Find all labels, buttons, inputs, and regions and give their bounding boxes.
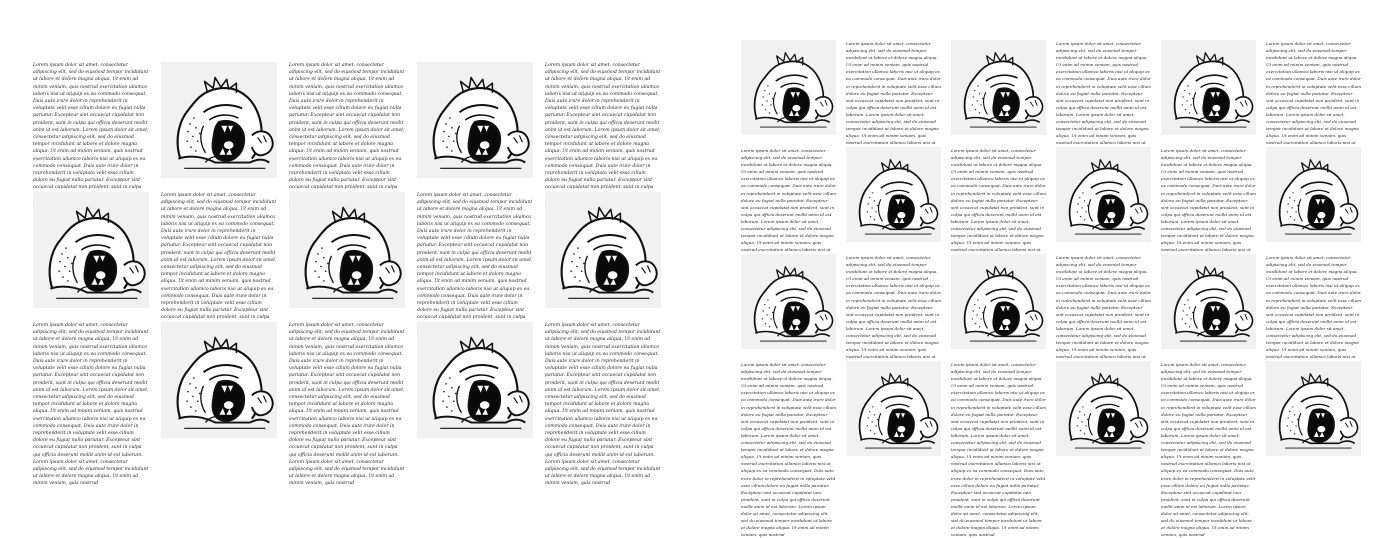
screaming-creature-icon [741, 40, 836, 135]
illustration-tile [846, 361, 941, 456]
illustration-tile [846, 147, 941, 242]
screaming-creature-icon [1266, 361, 1361, 456]
text-block: Lorem ipsum dolor sit amet, consectetur adipiscing elit, sed do eiusmod tempor incididunt ut labore et dolore magna aliqua. Ut enim ad minim veniam, quis nostrud exercitation ullamco laboris nisi ut aliquip ex ea commodo consequat. Duis aute irure dolor in reprehenderit in voluptate velit esse cillum dolore eu fugiat nulla pariatur. Excepteur sint occaecat cupidatat non proident, sunt in culpa qui officia deserunt mollit anim id est laborum. Lorem ipsum dolor sit amet, consectetur adipiscing elit, sed do eiusmod tempor incididunt ut labore et dolore magna aliqua. Ut enim ad minim veniam, quis nostrud exercitation ullamco laboris nisi ut [1161, 148, 1257, 253]
screaming-creature-icon [545, 192, 661, 308]
text-block: Lorem ipsum dolor sit amet, consectetur adipiscing elit, sed do eiusmod tempor incididunt ut labore et dolore magna aliqua. Ut enim ad minim veniam, quis nostrud exercitation ullamco laboris nisi ut aliquip ex ea commodo consequat. Duis aute irure dolor in reprehenderit in voluptate velit esse cillum dolore eu fugiat nulla pariatur. Excepteur sint occaecat cupidatat non proident, sunt in culpa qui officia deserunt mollit anim id est laborum. Lorem ipsum dolor sit amet, consectetur adipiscing elit, sed do eiusmod tempor incididunt ut labore et dolore magna aliqua. Ut enim ad minim veniam, quis nostrud exercitation ullamco laboris nisi ut aliquip ex ea commodo consequat. Duis aute irure dolor in reprehenderit in voluptate velit esse cillum dolore eu fugiat nulla pariatur. Excepteur sint occaecat cupidatat non proident, sunt in culpa qui officia deserunt mollit anim id est laborum. Lorem ipsum dolor sit amet, consectetur adipiscing elit, sed do eiusmod tempor incididunt ut labore et dolore magna aliqua. Ut enim ad minim veniam, quis nostrud [289, 323, 405, 487]
screaming-creature-icon [417, 62, 533, 178]
illustration-tile [417, 62, 533, 178]
text-block: Lorem ipsum dolor sit amet, consectetur adipiscing elit, sed do eiusmod tempor incididunt ut labore et dolore magna aliqua. Ut enim ad minim veniam, quis nostrud exercitation ullamco laboris nisi ut aliquip ex ea commodo consequat. Duis aute irure dolor in reprehenderit in voluptate velit esse cillum dolore eu fugiat nulla pariatur. Excepteur sint occaecat cupidatat non proident, sunt in culpa qui officia deserunt mollit anim id est laborum. Lorem ipsum dolor sit amet, consectetur adipiscing elit, sed do eiusmod tempor incididunt ut labore et dolore magna aliqua. Ut enim ad minim veniam, quis nostrud exercitation ullamco laboris nisi ut aliquip ex ea commodo consequat. Duis aute irure dolor in reprehenderit in voluptate velit esse cillum dolore eu fugiat nulla pariatur. Excepteur sint occaecat cupidatat non proident, sunt in culpa [545, 63, 661, 191]
text-block: Lorem ipsum dolor sit amet, consectetur adipiscing elit, sed do eiusmod tempor incididunt ut labore et dolore magna aliqua. Ut enim ad minim veniam, quis nostrud exercitation ullamco laboris nisi ut aliquip ex ea commodo consequat. Duis aute irure dolor in reprehenderit in voluptate velit esse cillum dolore eu fugiat nulla pariatur. Excepteur sint occaecat cupidatat non proident, sunt in culpa qui officia deserunt mollit anim id est laborum. Lorem ipsum dolor sit amet, consectetur adipiscing elit, sed do eiusmod tempor incididunt ut labore et dolore magna aliqua. Ut enim ad minim veniam, quis nostrud exercitation ullamco laboris nisi ut aliquip ex ea commodo consequat. Duis aute irure dolor in reprehenderit in voluptate velit esse cillum dolore eu fugiat nulla pariatur. Excepteur sint occaecat cupidatat non proident, sunt in culpa qui officia deserunt mollit anim id est laborum. Lorem ipsum dolor sit amet, consectetur adipiscing elit, sed do eiusmod tempor incididunt ut labore et dolore magna aliqua. Ut enim ad minim veniam, quis nostrud [1161, 362, 1257, 538]
illustration-tile [1056, 147, 1151, 242]
illustration-tile [161, 322, 277, 438]
illustration-tile [1266, 361, 1361, 456]
screaming-creature-icon [1056, 147, 1151, 242]
illustration-tile [1056, 361, 1151, 456]
screaming-creature-icon [33, 192, 149, 308]
text-block: Lorem ipsum dolor sit amet, consectetur adipiscing elit, sed do eiusmod tempor incididunt ut labore et dolore magna aliqua. Ut enim ad minim veniam, quis nostrud exercitation ullamco laboris nisi ut aliquip ex ea commodo consequat. Duis aute irure dolor in reprehenderit in voluptate velit esse cillum dolore eu fugiat nulla pariatur. Excepteur sint occaecat cupidatat non proident, sunt in culpa qui officia deserunt mollit anim id est laborum. Lorem ipsum dolor sit amet, consectetur adipiscing elit, sed do eiusmod tempor incididunt ut labore et dolore magna aliqua. Ut enim ad minim veniam, quis nostrud exercitation ullamco laboris nisi ut aliquip ex ea commodo consequat. Duis aute irure dolor in reprehenderit in voluptate velit esse cillum dolore eu fugiat nulla pariatur. Excepteur sint occaecat cupidatat non proident, sunt in culpa qui officia deserunt mollit anim id est laborum. Lorem ipsum dolor sit amet, consectetur adipiscing elit, sed do eiusmod tempor incididunt ut labore et dolore magna aliqua. Ut enim ad minim veniam, quis nostrud [545, 323, 661, 487]
text-block: Lorem ipsum dolor sit amet, consectetur adipiscing elit, sed do eiusmod tempor incididunt ut labore et dolore magna aliqua. Ut enim ad minim veniam, quis nostrud exercitation ullamco laboris nisi ut aliquip ex ea commodo consequat. Duis aute irure dolor in reprehenderit in voluptate velit esse cillum dolore eu fugiat nulla pariatur. Excepteur sint occaecat cupidatat non proident, sunt in culpa qui officia deserunt mollit anim id est laborum. Lorem ipsum dolor sit amet, consectetur adipiscing elit, sed do eiusmod tempor incididunt ut labore et dolore magna aliqua. Ut enim ad minim veniam, quis nostrud exercitation ullamco laboris nisi ut aliquip ex ea commodo consequat. Duis aute irure dolor in reprehenderit in voluptate velit esse cillum dolore eu fugiat nulla pariatur. Excepteur sint occaecat cupidatat non proident, sunt in culpa qui officia deserunt mollit anim id est laborum. Lorem ipsum dolor sit amet, consectetur adipiscing elit, sed do eiusmod tempor incididunt ut labore et dolore magna aliqua. Ut enim ad minim veniam, quis nostrud [741, 362, 837, 538]
right-tile-grid [741, 40, 1362, 538]
illustration-tile [417, 322, 533, 438]
screaming-creature-icon [846, 147, 941, 242]
text-block: Lorem ipsum dolor sit amet, consectetur adipiscing elit, sed do eiusmod tempor incididunt ut labore et dolore magna aliqua. Ut enim ad minim veniam, quis nostrud exercitation ullamco laboris nisi ut aliquip ex ea commodo consequat. Duis aute irure dolor in reprehenderit in voluptate velit esse cillum dolore eu fugiat nulla pariatur. Excepteur sint occaecat cupidatat non proident, sunt in culpa qui officia deserunt mollit anim id est laborum. Lorem ipsum dolor sit amet, consectetur adipiscing elit, sed do eiusmod tempor incididunt ut labore et dolore magna aliqua. Ut enim ad minim veniam, quis nostrud exercitation ullamco laboris nisi ut [1266, 41, 1362, 146]
screaming-creature-icon [161, 322, 277, 438]
text-block: Lorem ipsum dolor sit amet, consectetur adipiscing elit, sed do eiusmod tempor incididunt ut labore et dolore magna aliqua. Ut enim ad minim veniam, quis nostrud exercitation ullamco laboris nisi ut aliquip ex ea commodo consequat. Duis aute irure dolor in reprehenderit in voluptate velit esse cillum dolore eu fugiat nulla pariatur. Excepteur sint occaecat cupidatat non proident, sunt in culpa qui officia deserunt mollit anim id est laborum. Lorem ipsum dolor sit amet, consectetur adipiscing elit, sed do eiusmod tempor incididunt ut labore et dolore magna aliqua. Ut enim ad minim veniam, quis nostrud exercitation ullamco laboris nisi ut aliquip ex ea commodo consequat. Duis aute irure dolor in reprehenderit in voluptate velit esse cillum dolore eu fugiat nulla pariatur. Excepteur sint occaecat cupidatat non proident, sunt in culpa [33, 63, 149, 191]
screaming-creature-icon [846, 361, 941, 456]
text-block: Lorem ipsum dolor sit amet, consectetur adipiscing elit, sed do eiusmod tempor incididunt ut labore et dolore magna aliqua. Ut enim ad minim veniam, quis nostrud exercitation ullamco laboris nisi ut aliquip ex ea commodo consequat. Duis aute irure dolor in reprehenderit in voluptate velit esse cillum dolore eu fugiat nulla pariatur. Excepteur sint occaecat cupidatat non proident, sunt in culpa qui officia deserunt mollit anim id est laborum. Lorem ipsum dolor sit amet, consectetur adipiscing elit, sed do eiusmod tempor incididunt ut labore et dolore magna aliqua. Ut enim ad minim veniam, quis nostrud exercitation ullamco laboris nisi ut aliquip ex ea commodo consequat. Duis aute irure dolor in reprehenderit in voluptate velit esse cillum dolore eu fugiat nulla pariatur. Excepteur sint occaecat cupidatat non proident, sunt in culpa qui officia deserunt mollit anim id est laborum. Lorem ipsum dolor sit amet, consectetur adipiscing elit, sed do eiusmod tempor incididunt ut labore et dolore magna aliqua. Ut enim ad minim veniam, quis nostrud [951, 362, 1047, 538]
text-block: Lorem ipsum dolor sit amet, consectetur adipiscing elit, sed do eiusmod tempor incididunt ut labore et dolore magna aliqua. Ut enim ad minim veniam, quis nostrud exercitation ullamco laboris nisi ut aliquip ex ea commodo consequat. Duis aute irure dolor in reprehenderit in voluptate velit esse cillum dolore eu fugiat nulla pariatur. Excepteur sint occaecat cupidatat non proident, sunt in culpa qui officia deserunt mollit anim id est laborum. Lorem ipsum dolor sit amet, consectetur adipiscing elit, sed do eiusmod tempor incididunt ut labore et dolore magna aliqua. Ut enim ad minim veniam, quis nostrud exercitation ullamco laboris nisi ut [951, 148, 1047, 253]
illustration-tile [1161, 254, 1256, 349]
screaming-creature-icon [1161, 254, 1256, 349]
illustration-tile [545, 192, 661, 308]
text-block: Lorem ipsum dolor sit amet, consectetur adipiscing elit, sed do eiusmod tempor incididunt ut labore et dolore magna aliqua. Ut enim ad minim veniam, quis nostrud exercitation ullamco laboris nisi ut aliquip ex ea commodo consequat. Duis aute irure dolor in reprehenderit in voluptate velit esse cillum dolore eu fugiat nulla pariatur. Excepteur sint occaecat cupidatat non proident, sunt in culpa qui officia deserunt mollit anim id est laborum. Lorem ipsum dolor sit amet, consectetur adipiscing elit, sed do eiusmod tempor incididunt ut labore et dolore magna aliqua. Ut enim ad minim veniam, quis nostrud exercitation ullamco laboris nisi ut aliquip ex ea commodo consequat. Duis aute irure dolor in reprehenderit in voluptate velit esse cillum dolore eu fugiat nulla pariatur. Excepteur sint occaecat cupidatat non proident, sunt in culpa [289, 63, 405, 191]
text-block: Lorem ipsum dolor sit amet, consectetur adipiscing elit, sed do eiusmod tempor incididunt ut labore et dolore magna aliqua. Ut enim ad minim veniam, quis nostrud exercitation ullamco laboris nisi ut aliquip ex ea commodo consequat. Duis aute irure dolor in reprehenderit in voluptate velit esse cillum dolore eu fugiat nulla pariatur. Excepteur sint occaecat cupidatat non proident, sunt in culpa qui officia deserunt mollit anim id est laborum. Lorem ipsum dolor sit amet, consectetur adipiscing elit, sed do eiusmod tempor incididunt ut labore et dolore magna aliqua. Ut enim ad minim veniam, quis nostrud exercitation ullamco laboris nisi ut aliquip ex ea commodo consequat. Duis aute irure dolor in reprehenderit in voluptate velit esse cillum dolore eu fugiat nulla pariatur. Excepteur sint occaecat cupidatat non proident, sunt in culpa [161, 193, 277, 321]
illustration-tile [1161, 40, 1256, 135]
screaming-creature-icon [951, 40, 1046, 135]
screaming-creature-icon [1056, 361, 1151, 456]
illustration-tile [741, 254, 836, 349]
text-block: Lorem ipsum dolor sit amet, consectetur adipiscing elit, sed do eiusmod tempor incididunt ut labore et dolore magna aliqua. Ut enim ad minim veniam, quis nostrud exercitation ullamco laboris nisi ut aliquip ex ea commodo consequat. Duis aute irure dolor in reprehenderit in voluptate velit esse cillum dolore eu fugiat nulla pariatur. Excepteur sint occaecat cupidatat non proident, sunt in culpa qui officia deserunt mollit anim id est laborum. Lorem ipsum dolor sit amet, consectetur adipiscing elit, sed do eiusmod tempor incididunt ut labore et dolore magna aliqua. Ut enim ad minim veniam, quis nostrud exercitation ullamco laboris nisi ut [741, 148, 837, 253]
text-block: Lorem ipsum dolor sit amet, consectetur adipiscing elit, sed do eiusmod tempor incididunt ut labore et dolore magna aliqua. Ut enim ad minim veniam, quis nostrud exercitation ullamco laboris nisi ut aliquip ex ea commodo consequat. Duis aute irure dolor in reprehenderit in voluptate velit esse cillum dolore eu fugiat nulla pariatur. Excepteur sint occaecat cupidatat non proident, sunt in culpa qui officia deserunt mollit anim id est laborum. Lorem ipsum dolor sit amet, consectetur adipiscing elit, sed do eiusmod tempor incididunt ut labore et dolore magna aliqua. Ut enim ad minim veniam, quis nostrud exercitation ullamco laboris nisi ut [1056, 255, 1152, 360]
screaming-creature-icon [1161, 40, 1256, 135]
screaming-creature-icon [289, 192, 405, 308]
text-block: Lorem ipsum dolor sit amet, consectetur adipiscing elit, sed do eiusmod tempor incididunt ut labore et dolore magna aliqua. Ut enim ad minim veniam, quis nostrud exercitation ullamco laboris nisi ut aliquip ex ea commodo consequat. Duis aute irure dolor in reprehenderit in voluptate velit esse cillum dolore eu fugiat nulla pariatur. Excepteur sint occaecat cupidatat non proident, sunt in culpa qui officia deserunt mollit anim id est laborum. Lorem ipsum dolor sit amet, consectetur adipiscing elit, sed do eiusmod tempor incididunt ut labore et dolore magna aliqua. Ut enim ad minim veniam, quis nostrud exercitation ullamco laboris nisi ut [846, 41, 942, 146]
text-block: Lorem ipsum dolor sit amet, consectetur adipiscing elit, sed do eiusmod tempor incididunt ut labore et dolore magna aliqua. Ut enim ad minim veniam, quis nostrud exercitation ullamco laboris nisi ut aliquip ex ea commodo consequat. Duis aute irure dolor in reprehenderit in voluptate velit esse cillum dolore eu fugiat nulla pariatur. Excepteur sint occaecat cupidatat non proident, sunt in culpa qui officia deserunt mollit anim id est laborum. Lorem ipsum dolor sit amet, consectetur adipiscing elit, sed do eiusmod tempor incididunt ut labore et dolore magna aliqua. Ut enim ad minim veniam, quis nostrud exercitation ullamco laboris nisi ut aliquip ex ea commodo consequat. Duis aute irure dolor in reprehenderit in voluptate velit esse cillum dolore eu fugiat nulla pariatur. Excepteur sint occaecat cupidatat non proident, sunt in culpa [417, 193, 533, 321]
screaming-creature-icon [161, 62, 277, 178]
illustration-tile [951, 40, 1046, 135]
text-block: Lorem ipsum dolor sit amet, consectetur adipiscing elit, sed do eiusmod tempor incididunt ut labore et dolore magna aliqua. Ut enim ad minim veniam, quis nostrud exercitation ullamco laboris nisi ut aliquip ex ea commodo consequat. Duis aute irure dolor in reprehenderit in voluptate velit esse cillum dolore eu fugiat nulla pariatur. Excepteur sint occaecat cupidatat non proident, sunt in culpa qui officia deserunt mollit anim id est laborum. Lorem ipsum dolor sit amet, consectetur adipiscing elit, sed do eiusmod tempor incididunt ut labore et dolore magna aliqua. Ut enim ad minim veniam, quis nostrud exercitation ullamco laboris nisi ut [1266, 255, 1362, 360]
illustration-tile [33, 192, 149, 308]
illustration-tile [161, 62, 277, 178]
left-tile-grid [33, 62, 661, 487]
illustration-tile [951, 254, 1046, 349]
screaming-creature-icon [1266, 147, 1361, 242]
screaming-creature-icon [417, 322, 533, 438]
illustration-tile [289, 192, 405, 308]
text-block: Lorem ipsum dolor sit amet, consectetur adipiscing elit, sed do eiusmod tempor incididunt ut labore et dolore magna aliqua. Ut enim ad minim veniam, quis nostrud exercitation ullamco laboris nisi ut aliquip ex ea commodo consequat. Duis aute irure dolor in reprehenderit in voluptate velit esse cillum dolore eu fugiat nulla pariatur. Excepteur sint occaecat cupidatat non proident, sunt in culpa qui officia deserunt mollit anim id est laborum. Lorem ipsum dolor sit amet, consectetur adipiscing elit, sed do eiusmod tempor incididunt ut labore et dolore magna aliqua. Ut enim ad minim veniam, quis nostrud exercitation ullamco laboris nisi ut aliquip ex ea commodo consequat. Duis aute irure dolor in reprehenderit in voluptate velit esse cillum dolore eu fugiat nulla pariatur. Excepteur sint occaecat cupidatat non proident, sunt in culpa qui officia deserunt mollit anim id est laborum. Lorem ipsum dolor sit amet, consectetur adipiscing elit, sed do eiusmod tempor incididunt ut labore et dolore magna aliqua. Ut enim ad minim veniam, quis nostrud [33, 323, 149, 487]
illustration-tile [1266, 147, 1361, 242]
text-block: Lorem ipsum dolor sit amet, consectetur adipiscing elit, sed do eiusmod tempor incididunt ut labore et dolore magna aliqua. Ut enim ad minim veniam, quis nostrud exercitation ullamco laboris nisi ut aliquip ex ea commodo consequat. Duis aute irure dolor in reprehenderit in voluptate velit esse cillum dolore eu fugiat nulla pariatur. Excepteur sint occaecat cupidatat non proident, sunt in culpa qui officia deserunt mollit anim id est laborum. Lorem ipsum dolor sit amet, consectetur adipiscing elit, sed do eiusmod tempor incididunt ut labore et dolore magna aliqua. Ut enim ad minim veniam, quis nostrud exercitation ullamco laboris nisi ut [846, 255, 942, 360]
illustration-tile [741, 40, 836, 135]
screaming-creature-icon [951, 254, 1046, 349]
text-block: Lorem ipsum dolor sit amet, consectetur adipiscing elit, sed do eiusmod tempor incididunt ut labore et dolore magna aliqua. Ut enim ad minim veniam, quis nostrud exercitation ullamco laboris nisi ut aliquip ex ea commodo consequat. Duis aute irure dolor in reprehenderit in voluptate velit esse cillum dolore eu fugiat nulla pariatur. Excepteur sint occaecat cupidatat non proident, sunt in culpa qui officia deserunt mollit anim id est laborum. Lorem ipsum dolor sit amet, consectetur adipiscing elit, sed do eiusmod tempor incididunt ut labore et dolore magna aliqua. Ut enim ad minim veniam, quis nostrud exercitation ullamco laboris nisi ut [1056, 41, 1152, 146]
screaming-creature-icon [741, 254, 836, 349]
